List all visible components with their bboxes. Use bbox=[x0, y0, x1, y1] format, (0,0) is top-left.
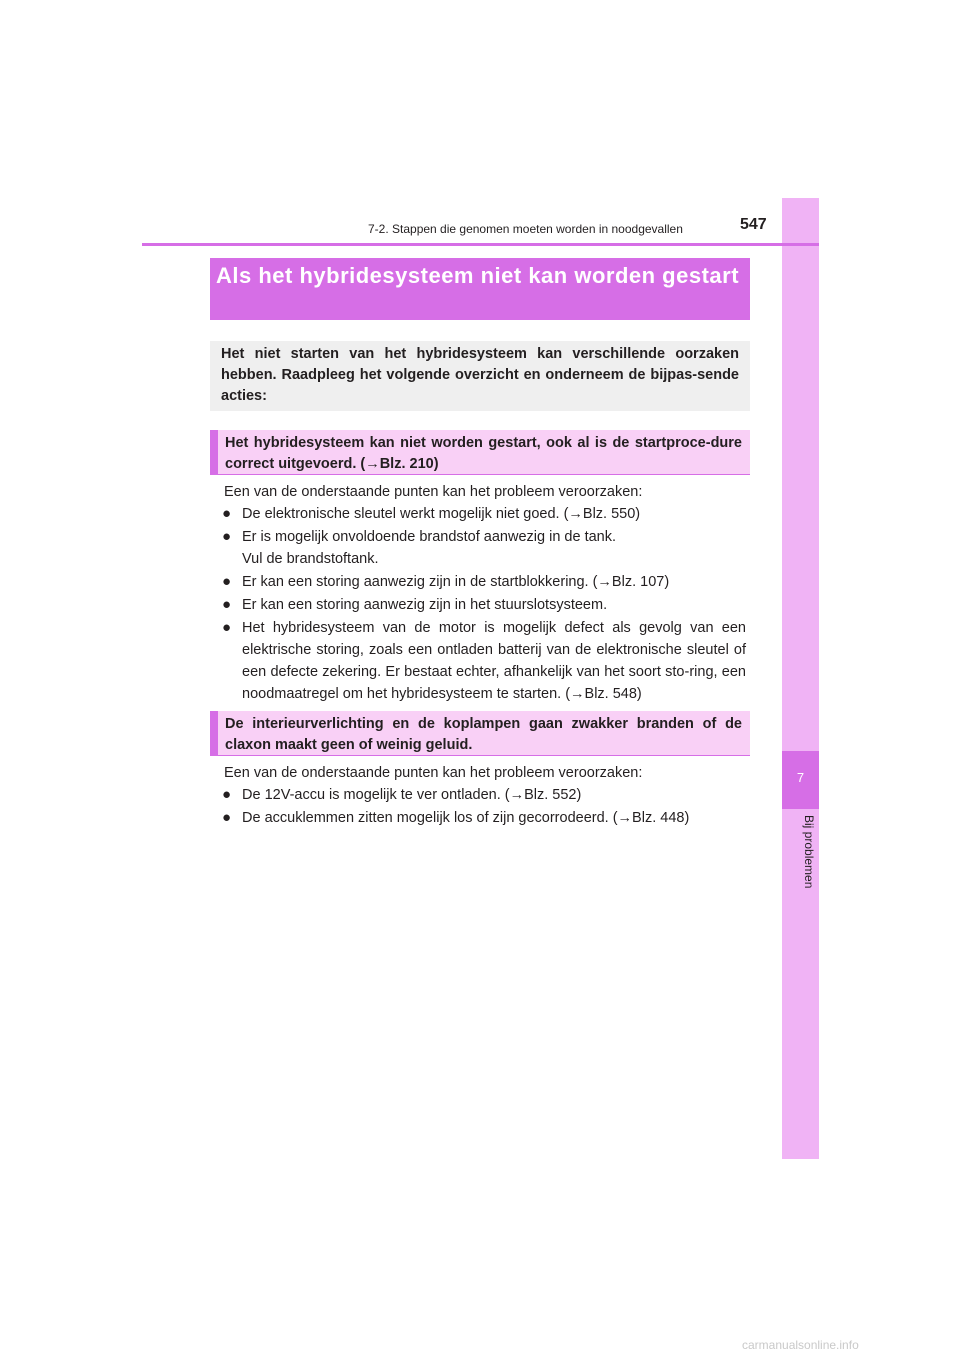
list-item: ● De accuklemmen zitten mogelijk los of zijn gecorrodeerd. (→Blz. 448) bbox=[222, 807, 746, 829]
bullet-icon: ● bbox=[222, 573, 232, 590]
section2-lead: Een van de onderstaande punten kan het probleem veroorzaken: bbox=[224, 765, 643, 781]
intro-text: Het niet starten van het hybridesysteem kan verschillende oorzaken hebben. Raadpleeg het volgende overzicht en onderneem de bijpas-sende acties: bbox=[210, 341, 750, 411]
section2-list bbox=[222, 784, 746, 829]
chapter-side-tab bbox=[782, 198, 819, 1159]
bullet-icon: ● bbox=[222, 619, 232, 636]
watermark: carmanualsonline.info bbox=[742, 1338, 859, 1352]
section1-lead: Een van de onderstaande punten kan het probleem veroorzaken: bbox=[224, 484, 643, 500]
list-item: ● Er kan een storing aanwezig zijn in de startblokkering. (→Blz. 107) bbox=[222, 571, 746, 593]
section1-heading: Het hybridesysteem kan niet worden gestart, ook al is de startproce-dure correct uitgevoerd. (→Blz. 210) bbox=[210, 430, 750, 475]
page-number: 547 bbox=[740, 216, 767, 233]
chapter-number: 7 bbox=[796, 770, 805, 785]
bullet-icon: ● bbox=[222, 528, 232, 545]
header-divider bbox=[142, 243, 819, 246]
list-item: ● Het hybridesysteem van de motor is mogelijk defect als gevolg van een elektrische storing, zoals een ontladen batterij van de elektronische sleutel of een defecte zekering. Er bestaat echter, afhankelijk van het soort sto-ring, een noodmaatregel om het hybridesysteem te starten. (→Blz. 548) bbox=[222, 619, 746, 702]
bullet-icon: ● bbox=[222, 809, 232, 826]
list-item: ● Er kan een storing aanwezig zijn in het stuurslotsysteem. bbox=[222, 594, 746, 616]
list-item: ● Er is mogelijk onvoldoende brandstof aanwezig in de tank. Vul de brandstoftank. bbox=[222, 528, 617, 567]
bullet-icon: ● bbox=[222, 596, 232, 613]
page-title: Als het hybridesysteem niet kan worden gestart bbox=[210, 258, 750, 320]
section2-heading: De interieurverlichting en de koplampen gaan zwakker branden of de claxon maakt geen of weinig geluid. bbox=[210, 711, 750, 756]
list-item: ● De elektronische sleutel werkt mogelijk niet goed. (→Blz. 550) bbox=[222, 503, 746, 525]
section1-list bbox=[222, 503, 746, 705]
section-header: 7-2. Stappen die genomen moeten worden in noodgevallen bbox=[368, 222, 683, 236]
chapter-label: Bij problemen bbox=[802, 815, 816, 889]
bullet-icon: ● bbox=[222, 786, 232, 803]
list-item: ● De 12V-accu is mogelijk te ver ontladen. (→Blz. 552) bbox=[222, 784, 746, 806]
bullet-icon: ● bbox=[222, 505, 232, 522]
